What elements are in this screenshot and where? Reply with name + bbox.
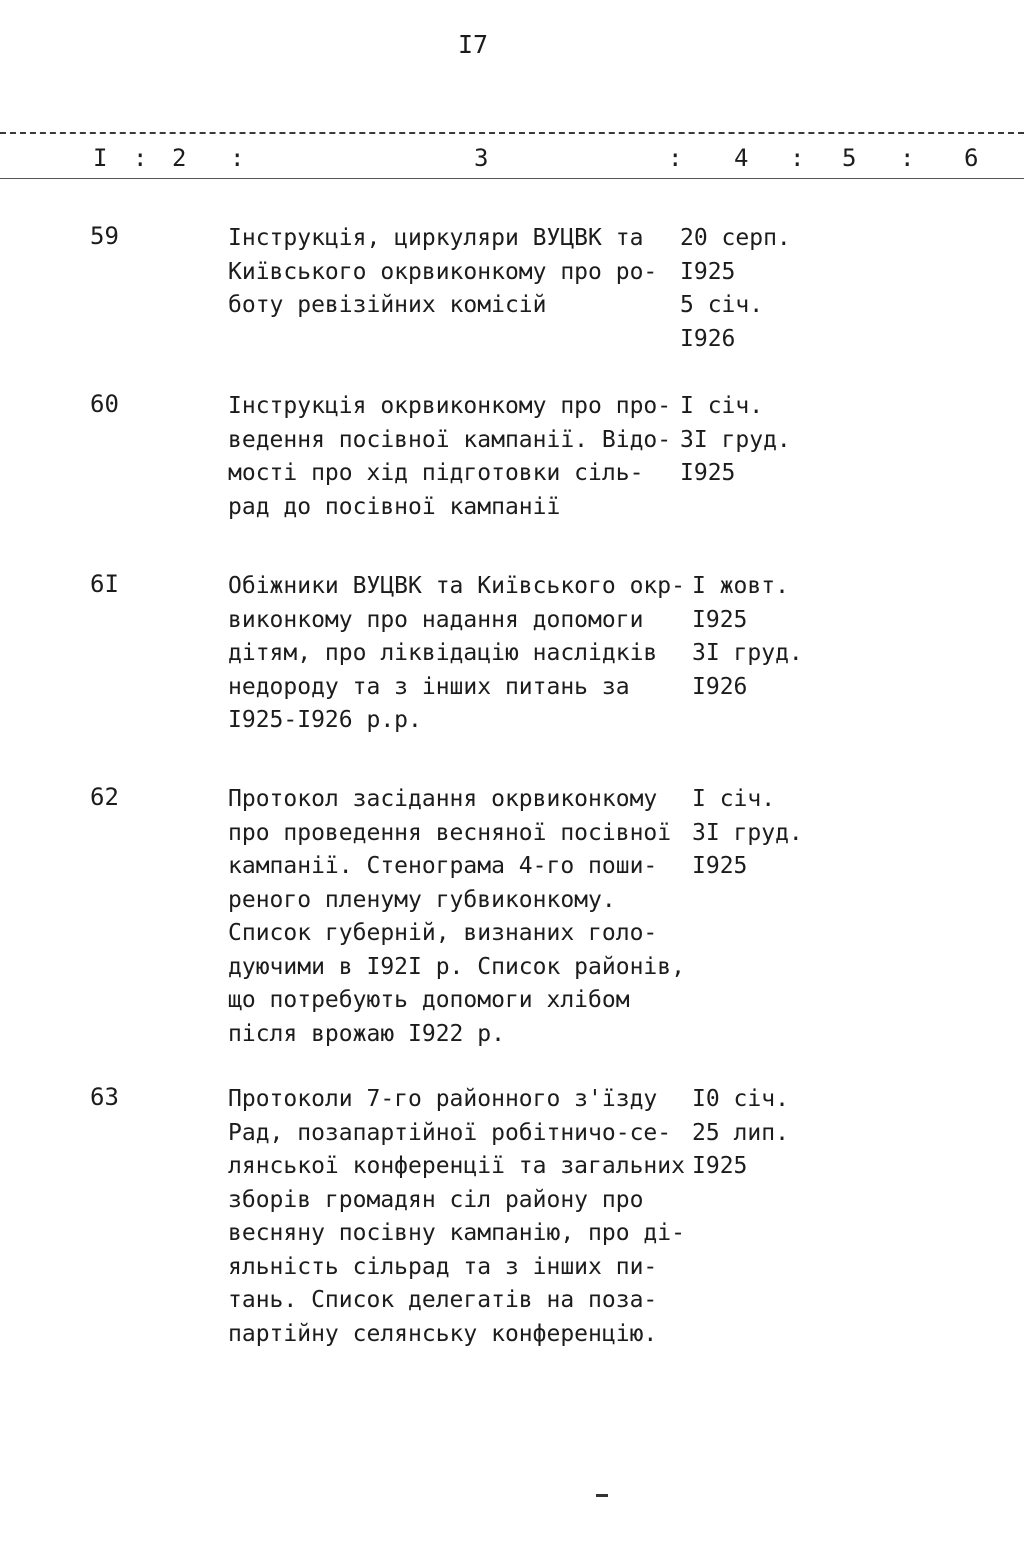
description-line: зборів громадян сіл району про [228,1186,644,1213]
page-mark [596,1494,608,1497]
date-line: I925 [692,606,748,633]
entry-description [228,783,688,1051]
entry-dates [692,570,803,704]
date-line: 25 лип. [692,1119,789,1146]
description-line: що потребують допомоги хлібом [228,987,630,1013]
date-line: 3I груд. [692,640,803,666]
date-line: I925 [692,1153,748,1179]
column-separator: : [230,144,245,172]
entry-dates [680,390,791,491]
description-line: тань. Список делегатів на поза- [228,1287,658,1313]
date-line: I925 [680,258,736,285]
description-line: про проведення весняної посівної [228,819,672,846]
description-line: кампанії. Стенограма 4-го поши- [228,853,658,879]
description-line: дуючими в I92I р. Список районів, [228,953,685,980]
description-line: рад до посівної кампанії [228,493,561,520]
entry-number: 62 [90,783,119,811]
description-line: мості про хід підготовки сіль- [228,460,644,486]
entry-description [228,222,688,323]
header-top-rule [0,132,1024,134]
date-line: I926 [680,325,736,352]
description-line: після врожаю I922 р. [228,1020,505,1047]
entry-number: 6I [90,570,119,598]
date-line: I січ. [692,786,776,812]
description-line: ведення посівної кампанії. Відо- [228,426,672,453]
date-line: 3I груд. [680,426,791,453]
column-separator: : [790,144,805,172]
column-header-6: 6 [964,144,979,172]
description-line: Обіжники ВУЦВК та Київського окр- [228,573,685,599]
column-separator: : [900,144,915,172]
description-line: Список губерній, визнаних голо- [228,920,658,946]
column-header-2: 2 [172,144,187,172]
date-line: 3I груд. [692,819,803,846]
description-line: Київського окрвиконкому про ро- [228,258,658,285]
description-line: виконкому про надання допомоги [228,606,644,633]
column-header-3: 3 [474,144,489,172]
entry-dates [680,222,791,356]
entry-number: 60 [90,390,119,418]
entry-description [228,1083,688,1351]
column-separator: : [668,144,683,172]
description-line: Протоколи 7-го районного з'їзду [228,1086,658,1112]
entry-description [228,390,688,524]
date-line: I січ. [680,393,764,419]
column-header-4: 4 [734,144,749,172]
description-line: яльність сільрад та з інших пи- [228,1253,658,1280]
header-bottom-rule [0,178,1024,179]
description-line: партійну селянську конференцію. [228,1320,658,1347]
description-line: боту ревізійних комісій [228,292,547,318]
column-separator: : [133,144,148,172]
description-line: дітям, про ліквідацію наслідків [228,640,658,666]
description-line: Протокол засідання окрвиконкому [228,786,658,812]
description-line: Інструкція, циркуляри ВУЦВК та [228,225,644,251]
description-line: весняну посівну кампанію, про ді- [228,1220,685,1246]
date-line: 20 серп. [680,225,791,251]
entry-dates [692,783,803,884]
date-line: 5 січ. [680,292,764,318]
entry-dates [692,1083,789,1184]
entry-number: 59 [90,222,119,250]
entry-number: 63 [90,1083,119,1111]
column-header-5: 5 [842,144,857,172]
date-line: I жовт. [692,573,789,599]
description-line: Інструкція окрвиконкому про про- [228,393,672,419]
page-number: I7 [458,30,489,59]
date-line: I926 [692,673,748,700]
description-line: недороду та з інших питань за [228,673,630,700]
description-line: реного пленуму губвиконкому. [228,886,616,913]
column-header-1: I [93,144,108,172]
date-line: I925 [692,853,748,879]
description-line: лянської конференції та загальних [228,1153,685,1179]
date-line: I925 [680,460,736,486]
description-line: I925-I926 р.р. [228,707,422,733]
description-line: Рад, позапартійної робітничо-се- [228,1119,672,1146]
date-line: I0 січ. [692,1086,789,1112]
entry-description [228,570,688,738]
